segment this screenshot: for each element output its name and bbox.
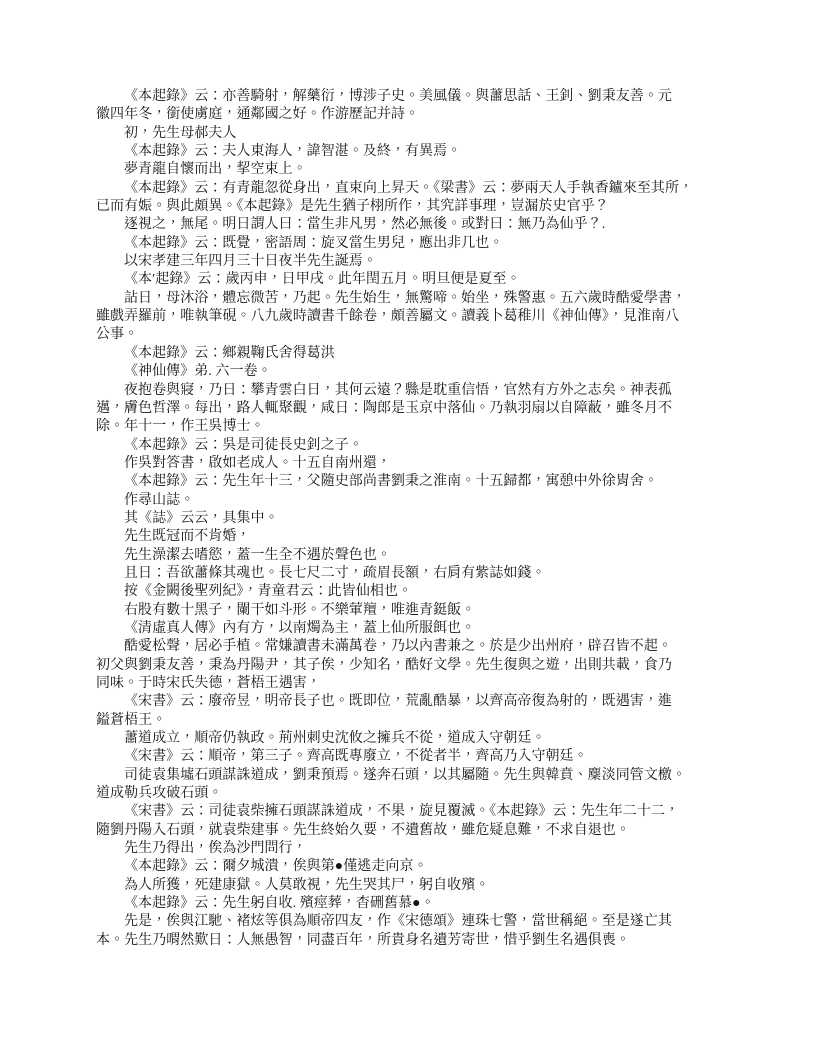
text-line: 且日：吾欲蕭條其魂也。長七尺二寸，疏眉長額，右肩有紫誌如錢。 (124, 565, 546, 581)
text-line: 《神仙傳》弟. 六一卷。 (124, 364, 272, 380)
text-line: 《本起錄》云：既覺，密語周：旋叉當生男兒，應出非几也。 (124, 235, 504, 251)
text-line: 酷愛松聲，居必手植。常嫌讀書未滿萬卷，乃以內書兼之。於是少出州府，辟召皆不起。 (124, 639, 672, 655)
text-line: 《宋書》云：司徒袁柴擁石頭謀誅道成，不果，旋見覆滅。《本起錄》云：先生年二十二， (124, 804, 679, 820)
text-line: 鎰蒼梧王。 (96, 712, 167, 728)
text-line: 為人所獲，死建康獄。人莫敢視，先生哭其尸，躬自收殯。 (124, 877, 490, 893)
text-line: 《本起錄》云：亦善騎射，解藥衍，博涉子史。美風儀。與蕭思話、王釗、劉秉友善。元 (124, 89, 672, 104)
text-line: 邁，膚色哲澤。每出，路人輒聚觀，咸日：陶郎是玉京中落仙。乃執羽扇以自障蔽，雖冬月不 (96, 400, 673, 416)
text-line: 以宋孝建三年四月三十日夜半先生誕焉。 (124, 254, 377, 270)
text-line: 雖戲弄羅前，唯執筆硯。八九歲時讀書千餘卷，頗善屬文。讀義卜葛稚川《神仙傳》，見淮南八 (96, 309, 680, 325)
text-line: 司徒袁集墟石頭謀誅道成，劉秉預焉。遂奔石頭，以其屬隨。先生與韓賁、麇淡同管文檄。 (124, 767, 686, 783)
text-line: 其《誌》云云，具集中。 (124, 510, 279, 526)
text-line: 徽四年冬，銜使虜庭，通鄰國之好。作游歷記并詩。 (96, 107, 420, 123)
text-line: 道成勒兵攻破石頭。 (96, 786, 223, 802)
text-line: 隨劉丹陽入石頭，就袁柴建事。先生終始久要，不遺舊故，雖危疑息難，不求自退也。 (96, 822, 630, 838)
text-line: 夜抱卷與寢，乃日：攀青雲白日，其何云遠？縣是耽重信悟，官然有方外之志矣。神表孤 (124, 382, 672, 398)
text-line: 《宋書》云：順帝，第三子。齊高既專廢立，不從者半，齊高乃入守朝廷。 (124, 749, 588, 765)
text-line: 右股有數十黑子，闌干如斗形。不樂葷羶，唯進青鋌飯。 (124, 602, 476, 618)
text-line: 本。先生乃喟然歎日：人無愚智，同盡百年，所貴身名遺芳寄世，惜乎劉生名遇俱喪。 (96, 932, 630, 948)
text-line: 先生澡潔去嗜慾，蓋一生全不遇於聲色也。 (124, 547, 391, 563)
text-line: 除。年十一，作王吳博士。 (96, 419, 265, 435)
text-line: 《本起錄》云：夫人東海人，諱智湛。及終，有異焉。 (124, 144, 462, 160)
text-line: 《本起錄》云：有青龍忽從身出，直束向上昇天。《梁書》云：夢兩天人手執香鑪來至其所， (124, 180, 694, 196)
text-line: 《本′起錄》云：歲丙申，日甲戌。此年閏五月。明旦便是夏至。 (124, 272, 521, 288)
text-line: 同味。于時宋氏失德，蒼梧王遇害， (96, 676, 321, 691)
text-line: 初，先生母郝夫人 (124, 125, 237, 141)
text-line: 按《金闕後聖列紀》，青童君云：此皆仙相也。 (124, 584, 413, 600)
text-line: 詀日，母沐浴，體忘微苦，乃起。先生始生，無驚啼。始坐，殊警惠。五六歲時酷愛學書， (124, 290, 686, 306)
text-line: 《本起錄》云：先生躬自收. 殯痙葬，杳硎舊慕●。 (124, 896, 435, 912)
text-line: 作尋山誌。 (124, 492, 195, 508)
text-line: 作吳對答書，啟如老成人。十五自南州還， (124, 455, 391, 471)
text-line: 《清虛真人傳》內有方，以南燭為主，蓋上仙所服餌也。 (124, 620, 476, 636)
text-line: 已而有娠。與此頗異。《本起錄》是先生猶子栩所作，其究詳事理，豈漏於史官乎？ (96, 199, 609, 215)
text-line: 《本起錄》云：爾夕城潰，俟與第●僅逃走向京。 (124, 859, 428, 875)
text-line: 先生乃得出，俟為沙門問行， (124, 841, 307, 857)
text-line: 逐視之，無尾。明日謂人曰：當生非凡男，然必無後。或對曰：無乃為仙乎？. (124, 217, 606, 233)
text-line: 《本起錄》云：鄉親鞠氏舍得葛洪 (124, 345, 335, 361)
document-text (96, 88, 736, 950)
text-line: 公事。 (96, 327, 139, 343)
text-line: 《本起錄》云：先生年十三，父隨史部尚書劉秉之淮南。十五歸都，寓憩中外徐胄舍。 (124, 474, 658, 490)
text-line: 先是，俟與江馳、褚炫等俱為順帝四友，作《宋德頌》連珠七警，當世稱絕。至是遂亡其 (124, 914, 672, 930)
text-line: 夢青龍自懷而出，挈空束上。 (124, 162, 307, 178)
text-line: 蕭道成立，順帝仍執政。荊州刺史沈攸之擁兵不從，道成入守朝廷。 (124, 731, 546, 747)
text-line: 《宋書》云：廢帝昱，明帝長子也。既即位，荒亂酷暴，以齊高帝復為射的，既遇害，進 (124, 694, 672, 710)
text-line: 初父與劉秉友善，秉為丹陽尹，其子俟，少知名，酷好文學。先生復與之遊，出則共載，食乃 (96, 657, 673, 673)
text-line: 《本起錄》云：吳是司徒長史釗之子。 (124, 437, 363, 453)
text-line: 先生既冠而不肯婚， (124, 529, 251, 545)
